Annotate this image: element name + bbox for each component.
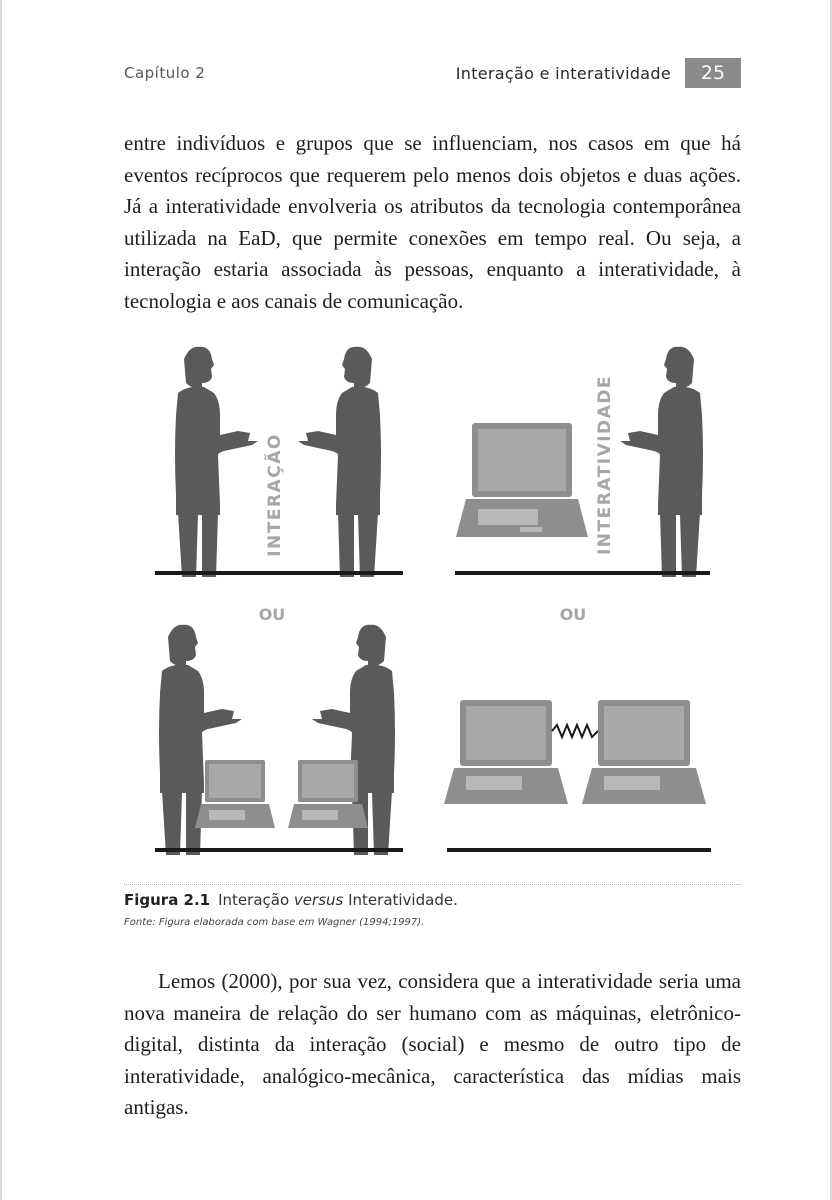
section-title: Interação e interatividade xyxy=(455,64,671,83)
caption-text-2: Interatividade. xyxy=(343,891,458,909)
chapter-label: Capítulo 2 xyxy=(124,64,206,82)
caption-versus: versus xyxy=(293,891,344,909)
laptop-bottom-right-2 xyxy=(582,700,706,804)
figure-source: Fonte: Figura elaborada com base em Wagner (1994;1997). xyxy=(124,917,425,928)
page-edge-left xyxy=(0,0,2,1200)
figure-label: Figura 2.1 xyxy=(124,891,211,909)
ou-right: OU xyxy=(559,605,587,624)
page-number: 25 xyxy=(685,58,741,88)
floor-line-top-right xyxy=(455,571,710,575)
floor-line-bottom-left xyxy=(155,848,403,852)
paragraph-1: entre indivíduos e grupos que se influenciam, nos casos em que há eventos recíprocos que requerem pelo menos dois objetos e duas ações. Já a interatividade envolveria os atributos da tecnologia contemporânea utilizada na EaD, que permite conexões em tempo real. Ou seja, a interação estaria associada às pessoas, enquanto a interatividade, à tecnologia e aos canais de comunicação. xyxy=(124,131,741,313)
laptop-bottom-left-1 xyxy=(195,760,275,828)
label-interacao: INTERAÇÃO xyxy=(265,433,285,557)
floor-line-top-left xyxy=(155,571,403,575)
floor-line-bottom-right xyxy=(447,848,711,852)
person-top-left xyxy=(175,347,258,577)
connection-zigzag xyxy=(552,725,598,737)
person-top-center xyxy=(298,347,381,577)
figure-2-1 xyxy=(150,345,720,865)
laptop-bottom-left-2 xyxy=(288,760,368,828)
caption-text-1: Interação xyxy=(218,891,294,909)
paragraph-2: Lemos (2000), por sua vez, considera que a interatividade seria uma nova maneira de relação do ser humano com as máquinas, eletrônico-digital, distinta da interação (social) e mesmo de outro tipo de interatividade, analógico-mecânica, característica das mídias mais antigas. xyxy=(124,969,741,1119)
laptop-bottom-right-1 xyxy=(444,700,568,804)
running-head xyxy=(124,58,741,90)
person-top-right xyxy=(620,347,703,577)
laptop-top-right xyxy=(456,423,588,537)
ou-left: OU xyxy=(258,605,286,624)
figure-caption xyxy=(124,891,741,909)
caption-rule xyxy=(124,884,741,885)
label-interatividade: INTERATIVIDADE xyxy=(595,374,615,556)
